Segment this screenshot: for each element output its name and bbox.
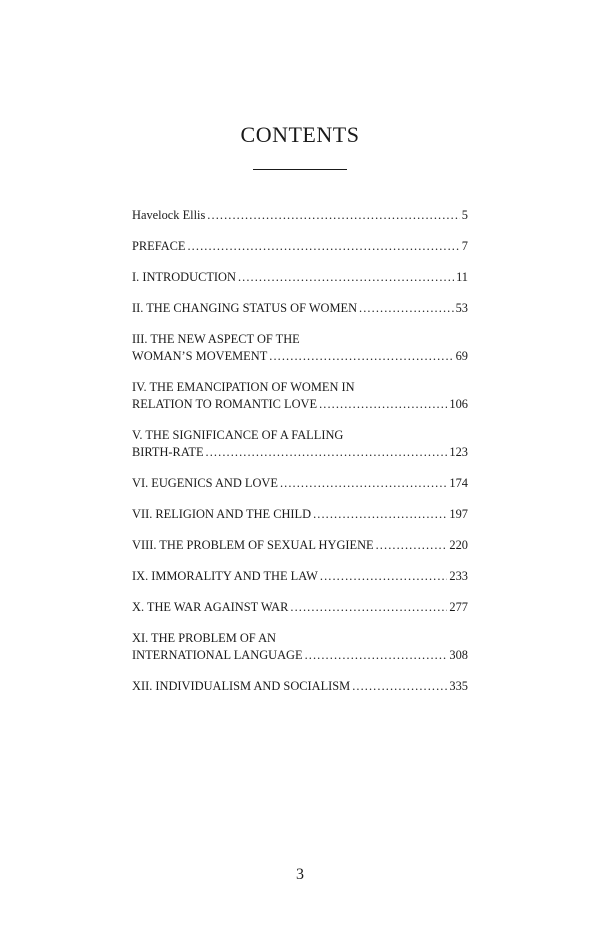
toc-page-number: 197 xyxy=(449,507,468,521)
dot-leader xyxy=(376,537,448,554)
dot-leader xyxy=(290,599,447,616)
toc-entry-title: I. INTRODUCTION xyxy=(132,270,236,284)
toc-entry-title: V. THE SIGNIFICANCE OF A FALLING xyxy=(132,428,344,442)
toc-page-number: 277 xyxy=(449,600,468,614)
toc-entry-row xyxy=(132,444,468,461)
toc-page-number: 220 xyxy=(449,538,468,552)
dot-leader xyxy=(206,444,448,461)
toc-entry xyxy=(132,599,468,616)
toc-entry-title: IV. THE EMANCIPATION OF WOMEN IN xyxy=(132,380,355,394)
toc-entry-title: XII. INDIVIDUALISM AND SOCIALISM xyxy=(132,679,351,693)
dot-leader xyxy=(313,506,447,523)
toc-entry-row xyxy=(132,348,468,365)
toc-entry-row xyxy=(132,475,468,492)
dot-leader xyxy=(238,269,454,286)
toc-entry-row xyxy=(132,396,468,413)
toc-entry xyxy=(132,537,468,554)
toc-entry-title: X. THE WAR AGAINST WAR xyxy=(132,600,289,614)
toc-page-number: 11 xyxy=(456,270,468,284)
toc-entry xyxy=(132,568,468,585)
toc-entry xyxy=(132,331,468,365)
toc-page-number: 69 xyxy=(455,349,468,363)
toc-entry-row xyxy=(132,506,468,523)
title-rule xyxy=(253,169,347,170)
dot-leader xyxy=(305,647,448,664)
dot-leader xyxy=(187,238,459,255)
toc-page-number: 335 xyxy=(449,679,468,693)
page-title: CONTENTS xyxy=(240,122,360,147)
toc-page-number: 7 xyxy=(461,239,468,253)
toc-entry xyxy=(132,506,468,523)
dot-leader xyxy=(319,396,447,413)
toc-entry-title: VII. RELIGION AND THE CHILD xyxy=(132,507,312,521)
toc-entry-row xyxy=(132,647,468,664)
toc-entry-title: XI. THE PROBLEM OF AN xyxy=(132,631,276,645)
toc-entry-title: RELATION TO ROMANTIC LOVE xyxy=(132,397,318,411)
toc-entry xyxy=(132,379,468,413)
toc-page-number: 5 xyxy=(461,208,468,222)
dot-leader xyxy=(280,475,447,492)
toc-entry-row xyxy=(132,537,468,554)
toc-entry xyxy=(132,300,468,317)
dot-leader xyxy=(359,300,454,317)
toc-entry xyxy=(132,207,468,224)
page-number: 3 xyxy=(296,866,304,883)
toc-entry-title: III. THE NEW ASPECT OF THE xyxy=(132,332,300,346)
toc-entry-row xyxy=(132,599,468,616)
table-of-contents xyxy=(132,207,468,709)
toc-entry-row xyxy=(132,568,468,585)
toc-entry-title: Havelock Ellis xyxy=(132,208,206,222)
toc-entry-row xyxy=(132,238,468,255)
toc-entry-title: BIRTH-RATE xyxy=(132,445,204,459)
toc-entry xyxy=(132,678,468,695)
toc-entry-title: IX. IMMORALITY AND THE LAW xyxy=(132,569,318,583)
toc-entry-row xyxy=(132,678,468,695)
toc-entry-row xyxy=(132,207,468,224)
toc-entry-title: II. THE CHANGING STATUS OF WOMEN xyxy=(132,301,358,315)
toc-entry xyxy=(132,427,468,461)
toc-entry-row xyxy=(132,269,468,286)
toc-entry-title: WOMAN’S MOVEMENT xyxy=(132,349,268,363)
dot-leader xyxy=(352,678,447,695)
toc-entry-title: VIII. THE PROBLEM OF SEXUAL HYGIENE xyxy=(132,538,374,552)
toc-entry-title: INTERNATIONAL LANGUAGE xyxy=(132,648,303,662)
dot-leader xyxy=(207,207,460,224)
toc-page-number: 106 xyxy=(449,397,468,411)
toc-page-number: 174 xyxy=(449,476,468,490)
toc-entry-title: VI. EUGENICS AND LOVE xyxy=(132,476,278,490)
toc-entry xyxy=(132,630,468,664)
toc-entry xyxy=(132,269,468,286)
toc-entry xyxy=(132,475,468,492)
toc-page-number: 308 xyxy=(449,648,468,662)
toc-page-number: 233 xyxy=(449,569,468,583)
dot-leader xyxy=(269,348,453,365)
toc-page-number: 123 xyxy=(449,445,468,459)
toc-entry-row xyxy=(132,300,468,317)
toc-entry-title: PREFACE xyxy=(132,239,186,253)
dot-leader xyxy=(320,568,448,585)
toc-entry xyxy=(132,238,468,255)
toc-page-number: 53 xyxy=(455,301,468,315)
